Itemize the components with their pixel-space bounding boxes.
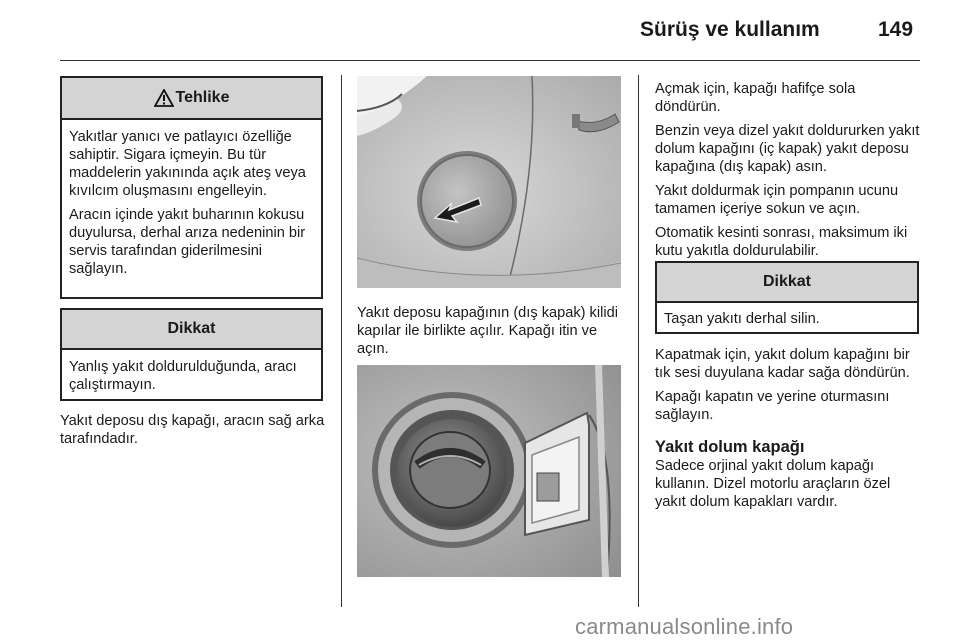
column3-bottom-text [655, 346, 923, 517]
caution-box-overflow [655, 261, 919, 334]
caution-text: Yanlış yakıt doldurulduğunda, aracı çalıştırmayın. [69, 359, 297, 393]
column3-top-text [655, 80, 923, 266]
caution-box-title: Dikkat [762, 273, 812, 290]
column2-caption [357, 304, 627, 364]
page-header-title: Sürüş ve kullanım [640, 18, 820, 41]
header-divider [60, 60, 920, 61]
warning-triangle-icon [154, 89, 174, 107]
col3-paragraph: Benzin veya dizel yakıt doldururken yakıt dolum kapağını (iç kapak) yakıt deposu kapağına (dış kapak) asın. [655, 123, 920, 175]
danger-box [60, 76, 323, 299]
caution-box-header [62, 310, 321, 350]
col3-paragraph: Yakıt doldurmak için pompanın ucunu tamamen içeriye sokun ve açın. [655, 183, 899, 217]
caution-text: Taşan yakıtı derhal silin. [664, 311, 820, 327]
column-divider-left [341, 75, 342, 607]
danger-box-title: Tehlike [175, 89, 230, 106]
danger-box-header [62, 78, 321, 120]
caution-box [60, 308, 323, 401]
fuel-cap-photo [357, 365, 621, 577]
column1-text [60, 412, 330, 454]
danger-paragraph: Yakıtlar yanıcı ve patlayıcı özelliğe sahiptir. Sigara içmeyin. Bu tür maddelerin yakınında açık ateş veya kıvılcım oluşmasını engelleyin. [69, 129, 306, 199]
fuel-flap-open-instructions: Yakıt deposu kapağının (dış kapak) kilidi kapılar ile birlikte açılır. Kapağı itin ve açın. [357, 305, 618, 357]
danger-paragraph: Aracın içinde yakıt buharının kokusu duyulursa, derhal arıza nedeninin bir servis tarafından giderilmesini sağlayın. [69, 207, 306, 277]
column-divider-right [638, 75, 639, 607]
page-number: 149 [878, 18, 914, 41]
fuel-flap-location-text: Yakıt deposu dış kapağı, aracın sağ arka tarafındadır. [60, 413, 325, 447]
watermark: carmanualsonline.info [575, 614, 794, 639]
fuel-flap-closed-photo [357, 76, 621, 288]
caution-box-title: Dikkat [167, 320, 216, 337]
caution-box-body [62, 350, 321, 394]
danger-box-body [62, 120, 321, 278]
fuel-cap-subheading: Yakıt dolum kapağı [655, 438, 805, 456]
caution-box-header [657, 263, 917, 303]
caution-box-body [657, 303, 917, 328]
col3-paragraph: Kapağı kapatın ve yerine oturmasını sağlayın. [655, 389, 890, 423]
fuel-cap-text: Sadece orjinal yakıt dolum kapağı kullanın. Dizel motorlu araçların özel yakıt dolum kapakları vardır. [655, 458, 891, 510]
col3-paragraph: Otomatik kesinti sonrası, maksimum iki kutu yakıtla doldurulabilir. [655, 225, 908, 259]
col3-paragraph: Kapatmak için, yakıt dolum kapağını bir tık sesi duyulana kadar sağa döndürün. [655, 347, 910, 381]
col3-paragraph: Açmak için, kapağı hafifçe sola döndürün. [655, 81, 856, 115]
